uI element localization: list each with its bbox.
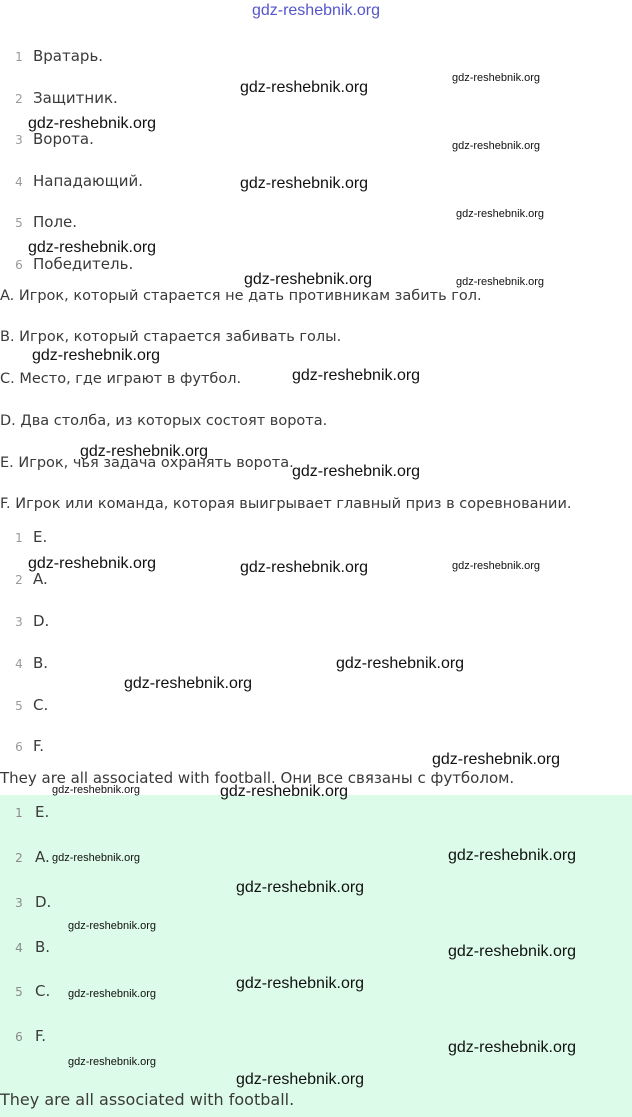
- answer-letter: A.: [35, 848, 50, 866]
- match-letter: D.: [33, 612, 50, 630]
- word-item: Поле.: [33, 213, 78, 231]
- answer-number: 4: [15, 941, 23, 955]
- answer-number: 6: [15, 1030, 23, 1044]
- definition-item: B. Игрок, который старается забивать голы.: [0, 329, 342, 345]
- definition-item: E. Игрок, чья задача охранять ворота.: [0, 455, 294, 471]
- answer-number: 1: [15, 806, 23, 820]
- watermark: gdz-reshebnik.org: [336, 655, 465, 672]
- answer-letter: C.: [35, 982, 51, 1000]
- answer-number: 2: [15, 851, 23, 865]
- answer-note: They are all associated with football.: [0, 1090, 295, 1109]
- watermark: gdz-reshebnik.org: [240, 79, 369, 96]
- word-number: 1: [15, 50, 23, 64]
- watermark: gdz-reshebnik.org: [240, 559, 369, 576]
- watermark: gdz-reshebnik.org: [240, 175, 369, 192]
- watermark: gdz-reshebnik.org: [124, 675, 253, 692]
- watermark: gdz-reshebnik.org: [236, 975, 365, 992]
- association-note: They are all associated with football. Они все связаны с футболом.: [0, 769, 515, 787]
- match-letter: F.: [33, 737, 44, 755]
- answer-letter: E.: [35, 803, 50, 821]
- watermark: gdz-reshebnik.org: [292, 367, 421, 384]
- match-letter: E.: [33, 528, 48, 546]
- match-number: 4: [15, 657, 23, 671]
- match-number: 5: [15, 699, 23, 713]
- watermark: gdz-reshebnik.org: [452, 72, 541, 84]
- definition-item: D. Два столба, из которых состоят ворота.: [0, 413, 328, 429]
- watermark: gdz-reshebnik.org: [28, 115, 157, 132]
- watermark: gdz-reshebnik.org: [456, 276, 545, 288]
- watermark: gdz-reshebnik.org: [452, 560, 541, 572]
- watermark: gdz-reshebnik.org: [28, 239, 157, 256]
- watermark: gdz-reshebnik.org: [448, 847, 577, 864]
- watermark: gdz-reshebnik.org: [68, 920, 157, 932]
- match-number: 3: [15, 615, 23, 629]
- word-number: 5: [15, 216, 23, 230]
- word-item: Победитель.: [33, 255, 134, 273]
- definition-item: F. Игрок или команда, которая выигрывает главный приз в соревновании.: [0, 496, 572, 512]
- watermark: gdz-reshebnik.org: [52, 852, 141, 864]
- word-number: 2: [15, 92, 23, 106]
- watermark: gdz-reshebnik.org: [236, 879, 365, 896]
- watermark: gdz-reshebnik.org: [220, 783, 349, 800]
- definition-item: A. Игрок, который старается не дать противникам забить гол.: [0, 288, 482, 304]
- match-number: 6: [15, 740, 23, 754]
- answer-letter: D.: [35, 893, 52, 911]
- word-number: 4: [15, 175, 23, 189]
- site-watermark-top: gdz-reshebnik.org: [251, 2, 381, 19]
- watermark: gdz-reshebnik.org: [236, 1071, 365, 1088]
- word-number: 6: [15, 258, 23, 272]
- word-item: Вратарь.: [33, 47, 104, 65]
- watermark: gdz-reshebnik.org: [68, 1056, 157, 1068]
- watermark: gdz-reshebnik.org: [68, 988, 157, 1000]
- match-letter: C.: [33, 696, 49, 714]
- watermark: gdz-reshebnik.org: [28, 555, 157, 572]
- answer-number: 3: [15, 896, 23, 910]
- match-number: 1: [15, 531, 23, 545]
- watermark: gdz-reshebnik.org: [292, 463, 421, 480]
- watermark: gdz-reshebnik.org: [432, 751, 561, 768]
- match-letter: B.: [33, 654, 49, 672]
- watermark: gdz-reshebnik.org: [32, 347, 161, 364]
- word-item: Нападающий.: [33, 172, 144, 190]
- match-letter: A.: [33, 570, 48, 588]
- watermark: gdz-reshebnik.org: [80, 443, 209, 460]
- watermark: gdz-reshebnik.org: [452, 140, 541, 152]
- watermark: gdz-reshebnik.org: [52, 784, 141, 796]
- match-number: 2: [15, 573, 23, 587]
- answer-letter: F.: [35, 1027, 46, 1045]
- watermark: gdz-reshebnik.org: [448, 943, 577, 960]
- watermark: gdz-reshebnik.org: [244, 271, 373, 288]
- word-item: Защитник.: [33, 89, 118, 107]
- definition-item: C. Место, где играют в футбол.: [0, 371, 242, 387]
- word-item: Ворота.: [33, 130, 94, 148]
- watermark: gdz-reshebnik.org: [456, 208, 545, 220]
- answer-letter: B.: [35, 938, 51, 956]
- word-number: 3: [15, 133, 23, 147]
- answer-number: 5: [15, 985, 23, 999]
- watermark: gdz-reshebnik.org: [448, 1039, 577, 1056]
